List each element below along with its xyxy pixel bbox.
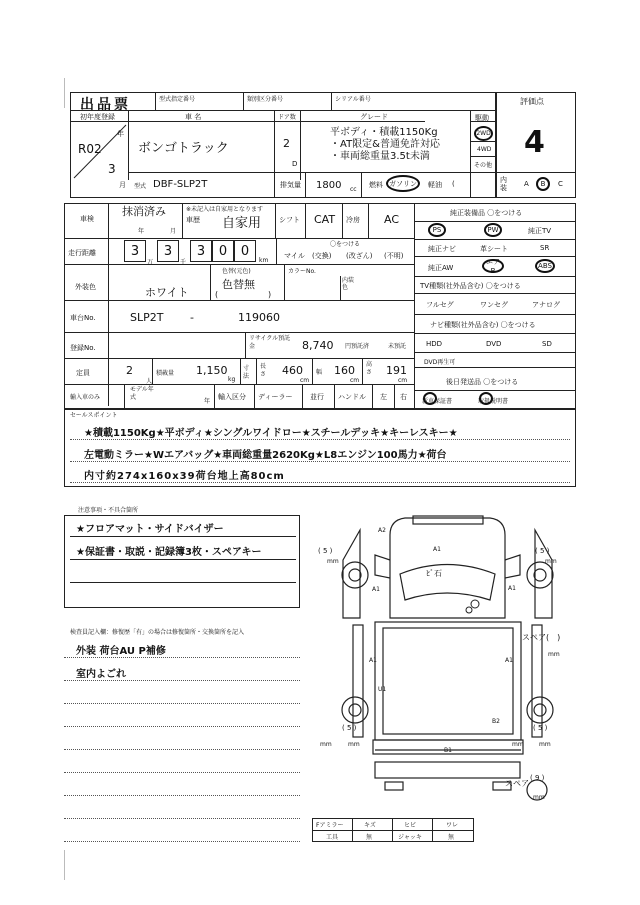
car-name-label: 車 名 [185,113,202,121]
disp-label: 排気量 [280,181,301,189]
doors-unit: D [292,160,298,168]
label-u1: U1 [378,686,387,693]
color-no-label: カラーNo. [288,268,316,275]
first-reg-era: R02 [78,142,102,156]
length-value: 460 [282,364,303,377]
tire-rr-unit2: mm [539,741,551,748]
tire-rr-unit: mm [512,741,524,748]
tire-fl-value: 5 [322,547,328,555]
later-warranty: 新車保証書 [422,398,453,405]
tire-rl-unit: mm [320,741,332,748]
inspector-label: 検査員記入欄：修復歴「有」の場合は修復箇所・交換箇所を記入 [70,629,245,636]
load-label: 積載量 [156,370,175,377]
label-a1-right: A1 [508,585,516,592]
disp-unit: cc [350,186,357,193]
nav-dvd: DVD [486,340,502,348]
mileage-unit-km: km [259,257,269,264]
year-unit: 年 [117,130,124,138]
spare-top-unit: mm [548,651,560,658]
legend-r3: ジャッキ [398,834,422,841]
tv-title: TV種類(社外品含む) 〇をつける [420,282,521,290]
capacity-label: 定員 [76,369,90,377]
notes-line-2: ★保証書・取説・記録簿3枚・スペアキー [76,547,262,558]
month-unit: 月 [119,181,126,189]
recycle-label: リサイクル預託金 [249,335,291,350]
serial-label: シリアル番号 [331,92,496,110]
handle-left: 左 [380,393,387,401]
grade-line-1: 平ボディ・積載1150Kg [330,127,438,138]
usage-note: ※未記入は自家用となります [186,206,264,213]
fuel-paren: ( [452,180,455,188]
mile-opt-unknown: (不明) [384,252,404,260]
spare-label-bottom: スペア [505,779,529,788]
later-manual-circle [479,392,493,405]
fuel-label: 燃料 [369,181,383,189]
length-label: 長さ [260,363,267,378]
reg-label: 登録No. [70,344,96,352]
disp-value: 1800 [316,180,342,191]
inspection-value: 抹消済み [122,205,166,218]
equip-abs-circled: ABS [535,259,555,273]
dims-label: 寸法 [243,365,250,380]
tv-oneseg: ワンセグ [480,301,508,309]
spare-bottom-unit: mm [533,794,545,801]
legend-r1: 工具 [326,834,339,841]
equip-aw: 純正AW [428,264,454,272]
mile-opt-exchange: (交換) [312,252,332,260]
chassis-label: 車台No. [70,314,96,322]
spare-bottom-value: 9 [534,774,540,782]
windshield [400,565,495,601]
score-value: 4 [524,125,545,160]
tv-fullseg: フルセグ [426,301,454,309]
capacity-unit: 人 [146,378,153,385]
legend-h1: Fアミラー [316,822,344,829]
load-unit: kg [228,376,236,383]
genuine-title: 純正装備品 〇をつける [450,209,523,217]
mile-opt-exchange-text: 交換 [314,252,329,260]
ac-value: AC [384,213,400,226]
color-change-value: 色替無 [222,278,255,291]
tire-fr-value: 5 [539,547,545,555]
label-a1-top: A1 [433,546,441,553]
tire-fl-bracket: ( 5 ) [318,547,333,555]
grade [330,127,440,163]
fuel-gasoline-circled: ガソリン [386,175,420,192]
nav-title: ナビ種類(社外品含む) 〇をつける [430,321,536,329]
right-cab-side [535,530,552,618]
chassis-prefix: SLP2T [130,311,164,324]
import-label: 輸入車のみ [70,394,101,401]
length-unit: cm [300,377,310,384]
width-unit: cm [350,377,360,384]
interior-a: A [524,180,529,188]
mile-circle-note: 〇をつける [330,241,361,248]
wheel-fr [527,562,553,588]
mile-label: マイル [284,252,305,260]
sales-line-2: 左電動ミラー★Wエアバッグ★車両総重量2620Kg★L8エンジン100馬力★荷台 [84,450,447,461]
label-b2: B2 [492,718,500,725]
height-value: 191 [386,364,407,377]
mileage-digit-2: 3 [157,240,179,262]
wheel-rl [342,697,368,723]
car-name: ボンゴトラック [138,141,229,156]
load-value: 1,150 [196,364,228,377]
mileage-digit-3: 3 [190,240,212,262]
type-label: 型式 [134,183,147,190]
legend-r4: 無 [448,834,455,841]
height-label: 高さ [366,361,373,376]
ac-label: 冷房 [346,216,360,224]
label-b1: B1 [444,747,452,754]
score-label: 評価点 [520,97,544,106]
nav-hdd: HDD [426,340,443,348]
interior-label: 内装 [500,176,507,192]
tire-rl-bracket: ( 5 ) [342,724,357,732]
import-dealer: ディーラー [258,393,293,401]
equip-tv: 純正TV [528,227,552,235]
mileage-digit-1: 3 [124,240,146,262]
inspector-line-1: 外装 荷台AU P補修 [76,646,166,657]
doors: 2 [283,137,290,150]
dvd-label: DVD再生可 [424,359,456,366]
inspection-year: 年 [138,228,145,235]
model-year-unit: 年 [204,398,211,405]
interior-b-circled: B [536,177,550,191]
mile-opt-unknown-text: 不明 [386,252,401,260]
tv-analog: アナログ [532,301,560,309]
color-label: 外装色 [75,283,96,291]
usage-value: 自家用 [222,216,262,231]
later-manual: 取扱説明書 [478,398,509,405]
chassis-dash: - [190,311,194,324]
label-a1-left: A1 [372,586,380,593]
import-class-label: 輸入区分 [218,393,246,401]
label-a1-bed-right: A1 [505,657,513,664]
equip-leather: 革シート [480,245,508,253]
later-title: 後日発送品 〇をつける [446,378,519,386]
fuel-diesel: 軽油 [428,181,442,189]
equip-navi: 純正ナビ [428,245,456,253]
notes-label: 注意事項・不具合箇所 [78,507,139,514]
spare-label-top-text: スペア [522,633,546,642]
height-unit: cm [398,377,408,384]
left-cab-side [343,530,360,618]
drive-label: 駆動 [475,114,489,122]
first-reg-label: 初年度登録 [80,113,115,121]
mile-opt-tamper-text: 改ざん [348,252,370,260]
shift-label: シフト [279,216,300,224]
interior-c: C [558,180,563,188]
label-bic: ﾋﾞ石 [426,569,442,578]
label-a1-bed-left: A1 [369,657,377,664]
color-paren-close: ) [268,290,272,299]
mileage-label: 走行距離 [68,249,96,257]
interior-color-label: 内装色 [342,277,355,291]
equip-ps-circled: PS [428,223,446,237]
model-year-label: モデル年式 [130,386,154,401]
mileage-digit-4: 0 [212,240,234,262]
tire-fr-bracket: ( 5 ) [535,547,550,555]
margin-mark [64,78,65,108]
mileage-unit-sen: 千 [180,259,187,266]
mileage-unit-man: 万 [147,259,154,266]
margin-mark-bottom [64,850,65,880]
import-parallel: 並行 [310,393,324,401]
sales-points-label: セールスポイント [70,412,118,419]
equip-pw-circled: PW [484,223,502,237]
wheel-rr [527,697,553,723]
nav-sd: SD [542,340,552,348]
notes-line-1: ★フロアマット・サイドバイザー [76,524,224,535]
sales-line-1: ★積載1150Kg★平ボディ★シングルワイドロー★スチールデッキ★キーレスキー★ [84,428,458,439]
spare-bottom-bracket: ( 9 ) [530,774,545,782]
inspection-month: 月 [170,228,177,235]
legend-r2: 無 [366,834,373,841]
drive-other: その他 [474,162,493,169]
grade-label: グレード [360,113,388,121]
spare-label-top: スペア( ) [522,633,561,642]
grade-line-3: ・車両総重量3.5t未満 [330,151,430,162]
drive-4wd: 4WD [477,146,492,153]
wheel-fl [342,562,368,588]
color-change-label: 色替(元色) [222,268,251,275]
mile-opt-tamper: (改ざん) [346,252,373,260]
first-reg-month: 3 [108,162,116,176]
label-a2: A2 [378,527,386,534]
chassis-no: 119060 [238,311,280,324]
handle-label: ハンドル [338,393,366,401]
doors-label: ドア数 [278,114,296,121]
recycle-not: 未預託 [388,343,407,350]
sales-line-3: 内寸約274x160x39荷台地上高80cm [84,471,285,482]
inspector-line-2: 室内よごれ [76,669,126,680]
equip-airbag-circled: エアB [482,259,504,273]
color-paren-open: ( [215,290,219,299]
recycle-value: 8,740 [302,339,334,352]
tire-fr-unit: mm [545,558,557,565]
page-title: 出品票 [80,97,131,113]
drive-2wd-circled: 2WD [474,126,493,141]
shift-value: CAT [314,213,336,226]
tire-rl-value: 5 [346,724,352,732]
legend-h4: ワレ [446,822,459,829]
left-bed-side [353,625,363,737]
tire-fl-unit: mm [327,558,339,565]
recycle-unit: 円預託済 [345,343,370,350]
tire-rr-bracket: ( 5 ) [533,724,548,732]
handle-right: 右 [400,393,407,401]
type-value: DBF-SLP2T [153,179,208,190]
mileage-digit-5: 0 [234,240,256,262]
width-value: 160 [334,364,355,377]
cab-outline [390,518,505,618]
model-code-label: 型式指定番号 [155,92,243,110]
width-label: 幅 [316,369,323,376]
equip-sr: SR [540,244,550,252]
color-value: ホワイト [145,286,189,299]
class-code-label: 類別区分番号 [243,92,331,110]
tire-rr-value: 5 [537,724,543,732]
legend-h2: キズ [364,822,376,829]
later-warranty-circle [423,392,437,405]
legend-h3: ヒビ [404,822,417,829]
inspection-label: 車検 [80,215,94,223]
grade-line-2: ・AT限定&普通免許対応 [330,139,440,150]
usage-label: 車歴 [186,216,200,224]
capacity-value: 2 [126,364,133,377]
tire-rl-unit2: mm [348,741,360,748]
